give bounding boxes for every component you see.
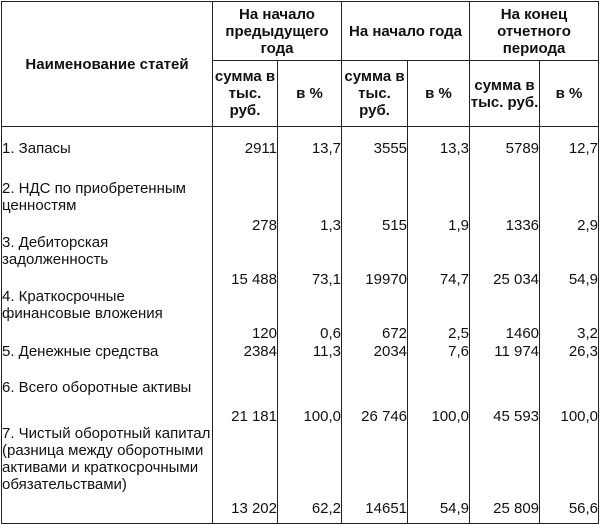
- cell-pct-prev-year: 11,3: [278, 342, 342, 379]
- cell-sum-year-start: 515: [342, 180, 408, 234]
- header-period-prev-year: На начало предыдущего года: [213, 2, 342, 61]
- header-sum-period-end: сумма в тыс. руб.: [470, 61, 540, 127]
- cell-sum-period-end: 1336: [470, 180, 540, 234]
- cell-sum-prev-year: 15 488: [213, 234, 278, 288]
- table-row-receivables: [2, 234, 599, 288]
- row-label: 4. Краткосрочные финансовые вложения: [2, 288, 213, 342]
- cell-sum-prev-year: 120: [213, 288, 278, 342]
- cell-pct-prev-year: 13,7: [278, 127, 342, 181]
- cell-sum-prev-year: 2911: [213, 127, 278, 181]
- cell-pct-period-end: 2,9: [540, 180, 599, 234]
- cell-pct-period-end: 100,0: [540, 379, 599, 425]
- cell-sum-period-end: 25 809: [470, 425, 540, 524]
- table-row-cash: [2, 342, 599, 379]
- table-row-short-term-investments: [2, 288, 599, 342]
- cell-pct-period-end: 12,7: [540, 127, 599, 181]
- header-sum-prev-year: сумма в тыс. руб.: [213, 61, 278, 127]
- cell-pct-year-start: 7,6: [408, 342, 470, 379]
- cell-pct-year-start: 54,9: [408, 425, 470, 524]
- cell-sum-prev-year: 13 202: [213, 425, 278, 524]
- row-label: 3. Дебиторская задолженность: [2, 234, 213, 288]
- table-row-vat: [2, 180, 599, 234]
- cell-pct-period-end: 56,6: [540, 425, 599, 524]
- cell-sum-year-start: 672: [342, 288, 408, 342]
- cell-pct-year-start: 13,3: [408, 127, 470, 181]
- cell-sum-period-end: 5789: [470, 127, 540, 181]
- table-row-total-current-assets: [2, 379, 599, 425]
- cell-pct-prev-year: 1,3: [278, 180, 342, 234]
- cell-pct-period-end: 54,9: [540, 234, 599, 288]
- cell-pct-period-end: 3,2: [540, 288, 599, 342]
- cell-sum-prev-year: 2384: [213, 342, 278, 379]
- cell-pct-year-start: 2,5: [408, 288, 470, 342]
- cell-sum-year-start: 3555: [342, 127, 408, 181]
- row-label: 7. Чистый оборотный капитал (разница между оборотными активами и краткосрочными обязательствами): [2, 425, 213, 524]
- row-label: 6. Всего оборотные активы: [2, 379, 213, 425]
- cell-sum-prev-year: 278: [213, 180, 278, 234]
- header-period-year-start: На начало года: [342, 2, 470, 61]
- cell-pct-year-start: 1,9: [408, 180, 470, 234]
- header-sum-year-start: сумма в тыс. руб.: [342, 61, 408, 127]
- cell-sum-year-start: 14651: [342, 425, 408, 524]
- row-label: 1. Запасы: [2, 127, 213, 181]
- header-item-names: Наименование статей: [2, 2, 213, 127]
- financial-table: [1, 1, 599, 524]
- cell-sum-year-start: 19970: [342, 234, 408, 288]
- cell-sum-period-end: 25 034: [470, 234, 540, 288]
- row-label: 2. НДС по приобретенным ценностям: [2, 180, 213, 234]
- row-label: 5. Денежные средства: [2, 342, 213, 379]
- cell-sum-year-start: 2034: [342, 342, 408, 379]
- header-pct-period-end: в %: [540, 61, 599, 127]
- cell-sum-period-end: 45 593: [470, 379, 540, 425]
- table-row-net-working-capital: [2, 425, 599, 524]
- table-row-inventories: [2, 127, 599, 181]
- header-pct-prev-year: в %: [278, 61, 342, 127]
- header-pct-year-start: в %: [408, 61, 470, 127]
- cell-pct-prev-year: 73,1: [278, 234, 342, 288]
- cell-pct-year-start: 100,0: [408, 379, 470, 425]
- cell-sum-period-end: 11 974: [470, 342, 540, 379]
- cell-pct-prev-year: 0,6: [278, 288, 342, 342]
- cell-sum-prev-year: 21 181: [213, 379, 278, 425]
- cell-pct-prev-year: 62,2: [278, 425, 342, 524]
- cell-pct-year-start: 74,7: [408, 234, 470, 288]
- cell-pct-prev-year: 100,0: [278, 379, 342, 425]
- cell-sum-year-start: 26 746: [342, 379, 408, 425]
- header-period-end: На конец отчетного периода: [470, 2, 599, 61]
- cell-sum-period-end: 1460: [470, 288, 540, 342]
- cell-pct-period-end: 26,3: [540, 342, 599, 379]
